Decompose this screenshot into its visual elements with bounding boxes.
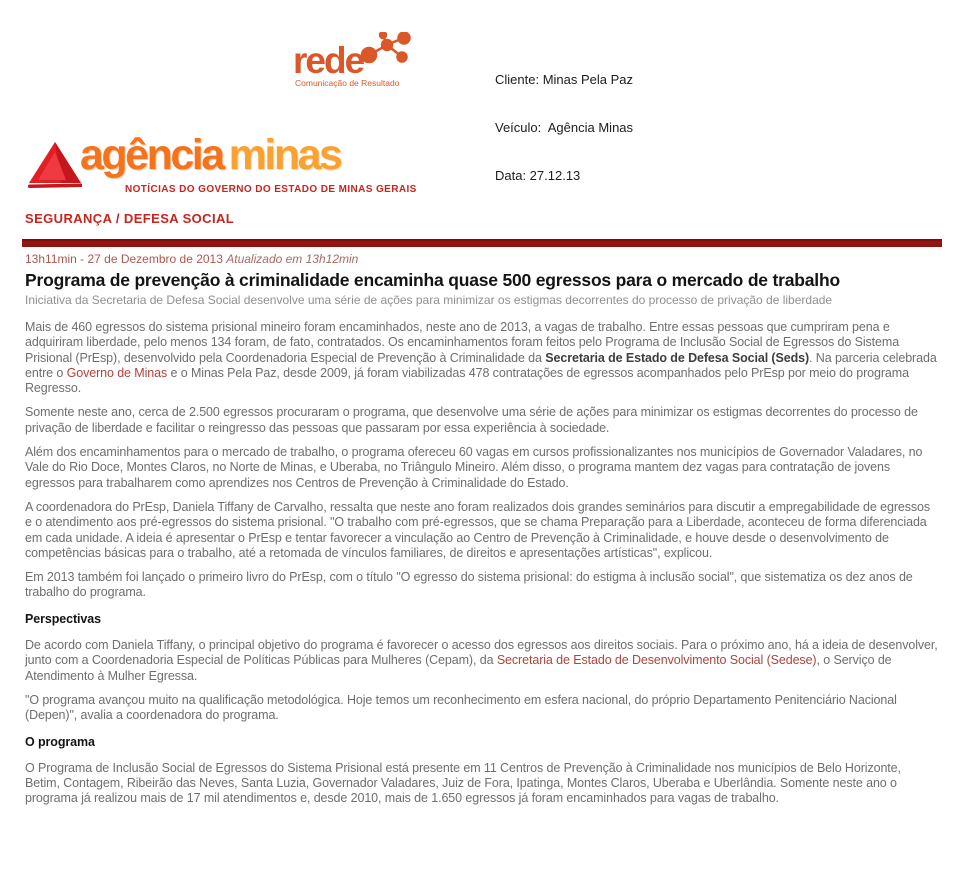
brand-tagline: NOTÍCIAS DO GOVERNO DO ESTADO DE MINAS GERAIS [125, 184, 417, 195]
text-segment: "O programa avançou muito na qualificação metodológica. Hoje temos um reconhecimento em esfera nacional, do próprio Departamento Penitenciário Nacional (Depen)", avalia a coordenadora do programa. [25, 692, 897, 723]
paragraph [25, 320, 938, 396]
rede-logo-tagline: Comunicação de Resultado [295, 78, 400, 88]
text-segment: De acordo com Daniela Tiffany, o principal objetivo do programa é favorecer o acesso dos egressos aos direitos sociais. Para o próximo ano, há a ideia de desenvolver, junto com a Coordenadoria Especial de Políticas Públicas para Mulheres (Cepam), da [25, 638, 938, 668]
text-segment: A coordenadora do PrEsp, Daniela Tiffany de Carvalho, ressalta que neste ano foram realizados dois grandes seminários para discutir a empregabilidade de egressos e o atendimento aos pré-egressos do sistema prisional. "O trabalho com pré-egressos, que se chama Preparação para a Liberdade, aconteceu de forma diferenciada em cada unidade. A ideia é apresentar o PrEsp e tentar favorecer a vinculação ao Centro de Prevenção à Criminalidade, e houve desde o desenvolvimento de competências básicas para o trabalho, até a retomada de vínculos familiares, de direitos e apresentações artísticas", explicou. [25, 499, 931, 560]
section-label: SEGURANÇA / DEFESA SOCIAL [25, 211, 235, 226]
date-line: Data: 27.12.13 [495, 168, 581, 183]
paragraph [25, 405, 938, 436]
triangle-icon [28, 140, 82, 190]
published-time: 13h11min - 27 de Dezembro de 2013 [25, 252, 227, 266]
paragraph [25, 693, 938, 724]
agencia-minas-logo [28, 131, 417, 198]
text-segment: Secretaria de Estado de Defesa Social (Seds) [545, 350, 810, 365]
vehicle-line: Veículo: Agência Minas [495, 120, 634, 135]
article-subtitle: Iniciativa da Secretaria de Defesa Social desenvolve uma série de ações para minimizar os estigmas decorrentes do processo de privação de liberdade [25, 293, 833, 307]
dateline [25, 252, 938, 266]
paragraph [25, 638, 938, 684]
brand-word-minas: minas [228, 131, 341, 179]
text-segment: Mais de 460 egressos do sistema prisional mineiro foram encaminhados, neste ano de 2013, a vagas de trabalho. Entre essas pessoas que cumpriram pena e adquiriram liberdade, pelo menos 134 foram, de fato, contratados. Os encaminhamentos foram feitos pelo Programa de Inclusão Social de Egressos do Sistema Prisional (PrEsp), desenvolvido pela Coordenadoria Especial de Prevenção à Criminalidade da [25, 320, 900, 365]
section-heading [25, 612, 938, 627]
text-segment: Além dos encaminhamentos para o mercado de trabalho, o programa ofereceu 60 vagas em cursos profissionalizantes nos municípios de Governador Valadares, no Vale do Rio Doce, Montes Claros, no Norte de Minas, e Uberaba, no Triângulo Mineiro. Além disso, o programa mantem dez vagas para contratação de jovens egressos para trabalharem como aprendizes nos Centros de Prevenção à Criminalidade do Estado. [25, 445, 923, 490]
paragraph [25, 500, 938, 561]
molecule-icon [357, 32, 415, 64]
paragraph [25, 445, 938, 491]
brand-wordmark [80, 131, 341, 179]
text-segment: . Na parceria celebrada entre o [25, 350, 937, 380]
brand-word-agencia: agência [80, 131, 223, 179]
article-body [25, 320, 938, 807]
rede-logo [293, 34, 433, 86]
updated-time: Atualizado em 13h12min [226, 252, 359, 266]
text-segment: Somente neste ano, cerca de 2.500 egressos procuraram o programa, que desenvolve uma série de ações para minimizar os estigmas decorrentes do processo de privação de liberdade e facilitar o reingresso das pessoas que passaram por essa experiência à sociedade. [25, 405, 918, 435]
inline-link[interactable]: Secretaria de Estado de Desenvolvimento Social (Sedese) [496, 653, 817, 668]
rede-logo-word: rede [293, 40, 364, 81]
article-title: Programa de prevenção à criminalidade encaminha quase 500 egressos para o mercado de trabalho [25, 270, 840, 290]
divider-bar [22, 239, 942, 247]
paragraph [25, 570, 938, 601]
inline-link[interactable]: Governo de Minas [66, 365, 168, 380]
article [25, 252, 938, 816]
text-segment: Em 2013 também foi lançado o primeiro livro do PrEsp, com o título "O egresso do sistema prisional: do estigma à inclusão social", que sistematiza os dez anos de trabalho do programa. [25, 570, 913, 600]
client-line: Cliente: Minas Pela Paz [495, 72, 634, 87]
text-segment: Perspectivas [25, 611, 101, 626]
client-info [495, 40, 633, 216]
section-heading [25, 735, 938, 750]
paragraph [25, 761, 938, 807]
text-segment: O programa [25, 734, 95, 749]
text-segment: , o Serviço de Atendimento à Mulher Egressa. [25, 653, 892, 683]
text-segment: e o Minas Pela Paz, desde 2009, já foram viabilizadas 478 contratações de egressos acompanhados pelo PrEsp por meio do programa Regresso. [25, 365, 909, 396]
text-segment: O Programa de Inclusão Social de Egressos do Sistema Prisional está presente em 11 Centros de Prevenção à Criminalidade nos municípios de Belo Horizonte, Betim, Contagem, Ribeirão das Neves, Santa Luzia, Governador Valadares, Juiz de Fora, Ipatinga, Montes Claros, Uberaba e Uberlândia. Somente neste ano o programa já realizou mais de 17 mil atendimentos e, desde 2010, mais de 1.650 egressos já foram encaminhados para vagas de trabalho. [25, 760, 901, 806]
